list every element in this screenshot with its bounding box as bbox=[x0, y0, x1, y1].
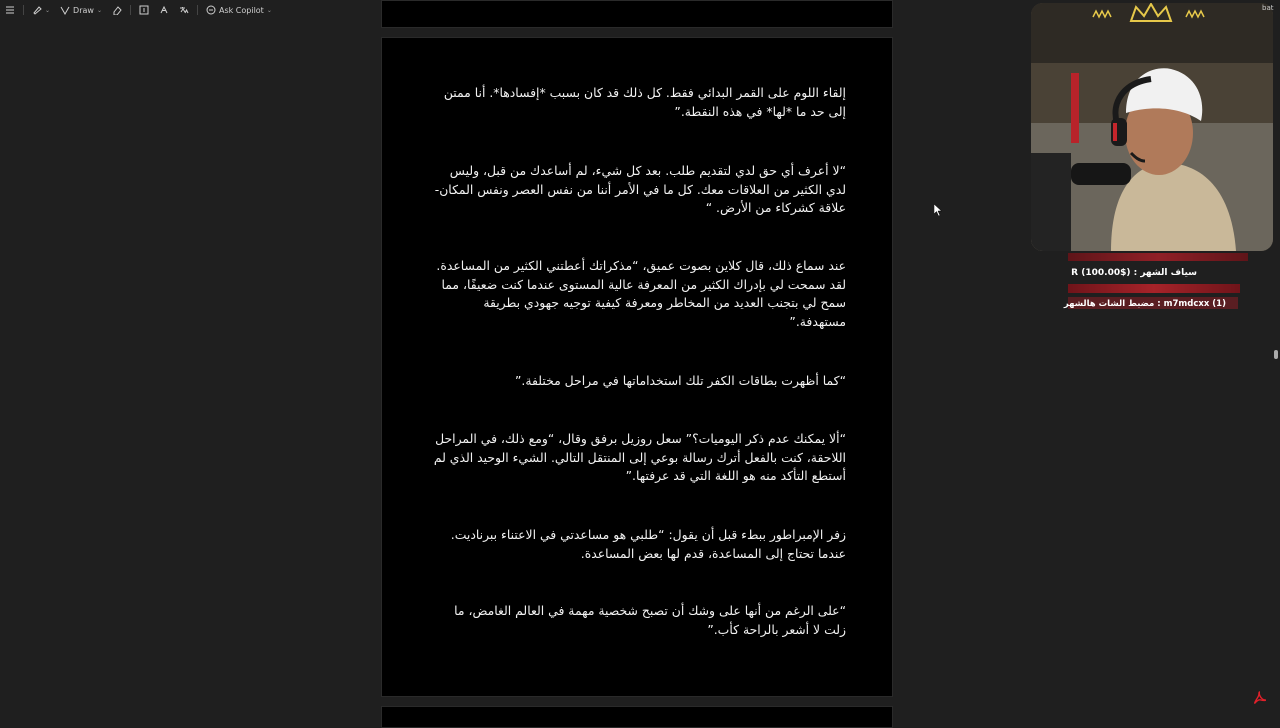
list-icon bbox=[5, 5, 15, 15]
eraser-icon bbox=[112, 5, 122, 15]
ask-copilot-label: Ask Copilot bbox=[218, 5, 264, 15]
toolbar-divider bbox=[130, 5, 131, 15]
text-box-icon bbox=[139, 5, 149, 15]
translate-button[interactable] bbox=[174, 0, 194, 20]
chevron-down-icon: ⌄ bbox=[266, 6, 272, 14]
paragraph: “ألا يمكنك عدم ذكر اليوميات؟” سعل روزيل برفق وقال، “ومع ذلك، في المراحل اللاحقة، كنت بالفعل أترك رسالة بوعي إلى المنتقل التالي. الشيء الوحيد الذي لم أستطع التأكد منه هو اللغة التي قد عرفتها.” bbox=[433, 431, 846, 483]
crown-icon bbox=[1091, 3, 1211, 25]
draw-label: Draw bbox=[73, 5, 94, 15]
paragraph: إلقاء اللوم على القمر البدائي فقط. كل ذلك قد كان بسبب *إفسادها*. أنا ممتن إلى حد ما *لها* في هذه النقطة.” bbox=[443, 85, 846, 119]
read-aloud-icon bbox=[159, 5, 169, 15]
next-page bbox=[381, 706, 893, 728]
paragraph: “كما أظهرت بطاقات الكفر تلك استخداماتها في مراحل مختلفة.” bbox=[514, 373, 846, 388]
ask-copilot-button[interactable] bbox=[201, 0, 277, 20]
mouse-cursor-icon bbox=[934, 204, 942, 216]
overlay-red-bar bbox=[1068, 284, 1240, 293]
toolbar-divider bbox=[23, 5, 24, 15]
highlight-button[interactable] bbox=[27, 0, 55, 20]
document-page bbox=[381, 37, 893, 697]
overlay-top-label: bat bbox=[1262, 4, 1274, 12]
draw-icon bbox=[60, 5, 70, 15]
chevron-down-icon: ⌄ bbox=[96, 6, 102, 14]
chevron-down-icon: ⌄ bbox=[45, 6, 51, 14]
text-box-button[interactable] bbox=[134, 0, 154, 20]
highlighter-icon bbox=[32, 5, 42, 15]
chat-moderator-of-month: m7mdcxx (1) : مضبط الشات هالشهر bbox=[1063, 299, 1226, 309]
paragraph: عند سماع ذلك، قال كلاين بصوت عميق، “مذكراتك أعطتني الكثير من المساعدة. لقد سمحت لي بإدراك الكثير من المعرفة عالية المستوى عندما كنت ضعيفًا، مما سمح لي بتجنب العديد من المخاطر ومعرفة كيفية توجيه جهودي بطريقة مستهدفة.” bbox=[436, 258, 846, 329]
webcam-overlay bbox=[1031, 3, 1273, 251]
read-aloud-button[interactable] bbox=[154, 0, 174, 20]
paragraph: “لا أعرف أي حق لدي لتقديم طلب. بعد كل شيء، لم أساعدك من قبل، وليس لدي الكثير من العلاقات معك. كل ما في الأمر أننا من نفس العصر ونفس المكان- علاقة كشركاء من الأرض. “ bbox=[434, 163, 846, 215]
previous-page bbox=[381, 0, 893, 28]
copilot-icon bbox=[206, 5, 216, 15]
paragraph: زفر الإمبراطور ببطء قبل أن يقول: “طلبي هو مساعدتي في الاعتناء ببرناديت. عندما تحتاج إلى المساعدة، قدم لها بعض المساعدة. bbox=[450, 527, 846, 561]
erase-button[interactable] bbox=[107, 0, 127, 20]
contents-button[interactable] bbox=[0, 0, 20, 20]
translate-icon bbox=[179, 5, 189, 15]
pdf-icon bbox=[1254, 691, 1266, 704]
sub-of-month: سياف الشهر : ($100.00) R bbox=[1071, 268, 1197, 278]
paragraph: “على الرغم من أنها على وشك أن تصبح شخصية مهمة في العالم الغامض، ما زلت لا أشعر بالراحة كأب.” bbox=[454, 603, 846, 637]
streamer-video bbox=[1031, 3, 1273, 251]
overlay-red-bar bbox=[1068, 253, 1248, 261]
scrollbar-thumb[interactable] bbox=[1274, 350, 1278, 359]
draw-button[interactable] bbox=[55, 0, 107, 20]
toolbar-divider bbox=[197, 5, 198, 15]
